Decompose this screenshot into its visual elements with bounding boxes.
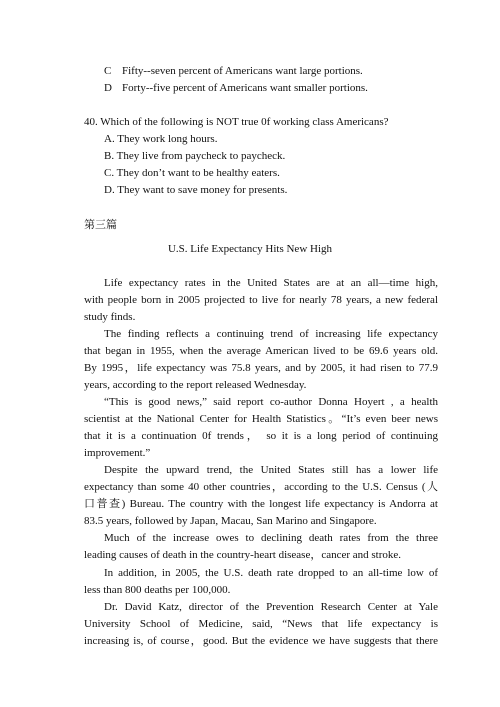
- p6-line-1: In addition, in 2005, the U.S. death rate dropped to an all-time low of: [104, 567, 438, 579]
- p1-line-2: with people born in 2005 projected to live for nearly 78 years, a new federal: [84, 294, 438, 306]
- p5-line-2: leading causes of death in the country-heart disease，cancer and stroke.: [84, 549, 402, 561]
- question-40-option-b: B. They live from paycheck to paycheck.: [104, 150, 286, 162]
- p4-line-2: expectancy than some 40 other countries，according to the U.S. Census (人: [84, 481, 438, 493]
- section-label: 第三篇: [84, 219, 117, 231]
- p3-line-4: improvement.”: [84, 447, 151, 459]
- p3-line-1: “This is good news,” said report co-author Donna Hoyert , a health: [104, 396, 438, 408]
- p4-line-3: 口普查) Bureau. The country with the longest life expectancy is Andorra at: [84, 498, 438, 510]
- question-40-option-c: C. They don’t want to be healthy eaters.: [104, 167, 280, 179]
- question-40-option-d: D. They want to save money for presents.: [104, 184, 288, 196]
- p6-line-2: less than 800 deaths per 100,000.: [84, 584, 231, 596]
- p2-line-3: By 1995，life expectancy was 75.8 years, and by 2005, it had risen to 77.9: [84, 362, 438, 374]
- option-d-letter: D: [104, 82, 112, 94]
- p2-line-1: The finding reflects a continuing trend of increasing life expectancy: [104, 328, 438, 340]
- p2-line-2: that began in 1955, when the average American lived to be 69.6 years old.: [84, 345, 438, 357]
- p4-line-4: 83.5 years, followed by Japan, Macau, San Marino and Singapore.: [84, 515, 377, 527]
- p7-line-1: Dr. David Katz, director of the Prevention Research Center at Yale: [104, 601, 438, 613]
- option-d-text: Forty--five percent of Americans want smaller portions.: [122, 82, 368, 94]
- p7-line-3: increasing is, of course，good. But the evidence we have suggests that there: [84, 635, 438, 647]
- question-40-stem: 40. Which of the following is NOT true 0f working class Americans?: [84, 116, 389, 128]
- option-d: [104, 79, 368, 97]
- p5-line-1: Much of the increase owes to declining death rates from the three: [104, 532, 438, 544]
- option-c-text: Fifty--seven percent of Americans want large portions.: [122, 65, 363, 77]
- p3-line-2: scientist at the National Center for Health Statistics。“It’s even beer news: [84, 413, 438, 425]
- p7-line-2: University School of Medicine, said, “News that life expectancy is: [84, 618, 438, 630]
- p4-line-1: Despite the upward trend, the United States still has a lower life: [104, 464, 438, 476]
- p1-line-3: study finds.: [84, 311, 136, 323]
- option-c: [104, 62, 363, 80]
- option-c-letter: C: [104, 65, 112, 77]
- p1-line-1: Life expectancy rates in the United States are at an all—time high,: [104, 277, 438, 289]
- p3-line-3: that it is a continuation 0f trends， so it is a long period of continuing: [84, 430, 438, 442]
- question-40-option-a: A. They work long hours.: [104, 133, 218, 145]
- p2-line-4: years, according to the report released Wednesday.: [84, 379, 307, 391]
- article-title: U.S. Life Expectancy Hits New High: [167, 243, 333, 255]
